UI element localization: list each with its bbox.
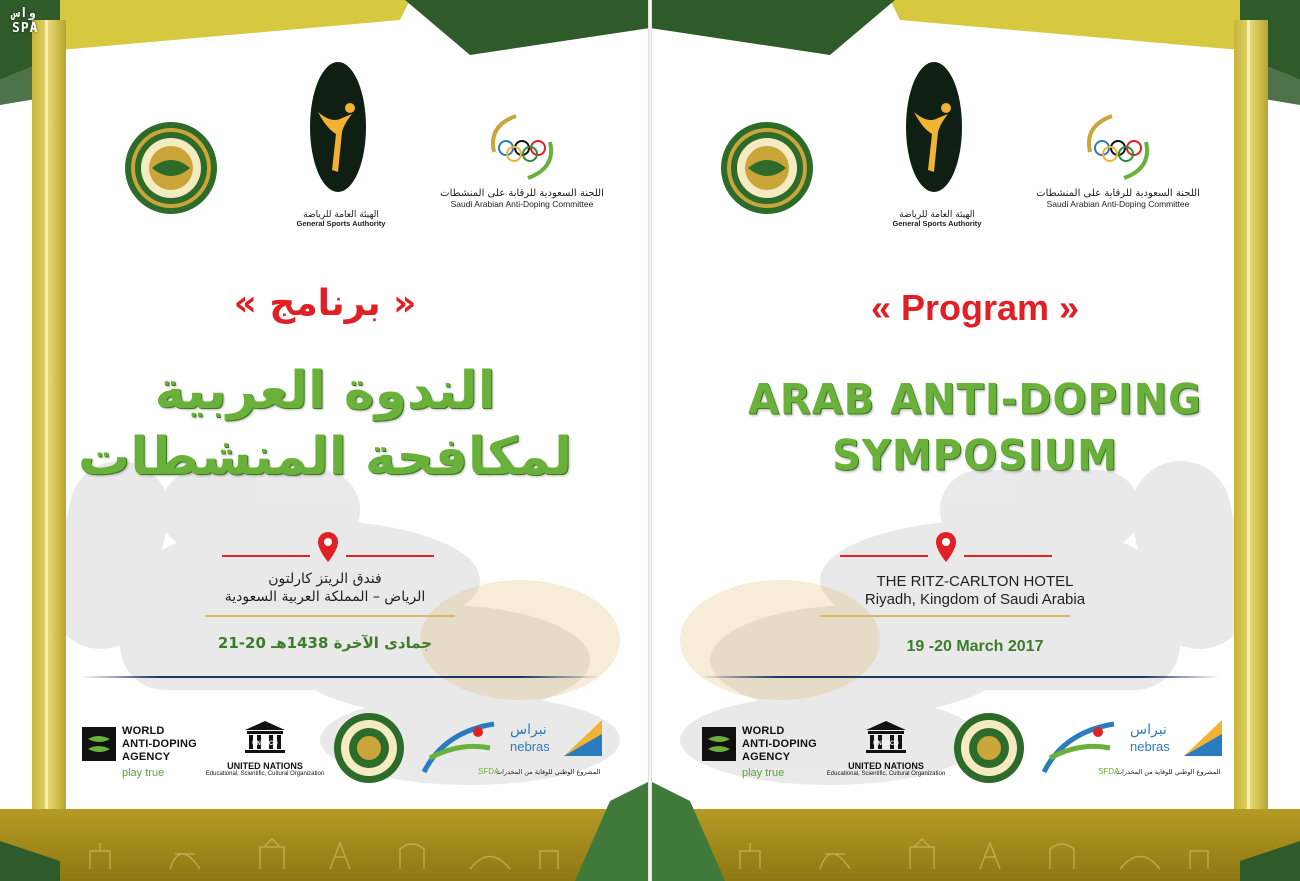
bottom-corner-decor	[0, 781, 650, 881]
nebras-logo	[1116, 722, 1250, 782]
nebras-english: nebras	[1130, 739, 1170, 754]
event-date: 19 -20 March 2017	[906, 638, 1044, 655]
arab-league-emblem	[122, 118, 220, 218]
svg-text:UNESCO: UNESCO	[252, 741, 278, 747]
top-decor	[650, 0, 1300, 110]
gold-divider	[205, 615, 455, 617]
nebras-english: nebras	[510, 739, 550, 754]
red-divider-left	[840, 555, 928, 557]
english-panel	[650, 0, 1300, 881]
sadc-logo	[484, 112, 560, 182]
wada-tagline: play true	[742, 767, 785, 779]
nebras-mark	[1180, 716, 1226, 760]
nebras-arabic: نبراس	[510, 722, 547, 738]
general-sports-authority-logo	[310, 62, 366, 192]
unesco-logo	[826, 720, 946, 777]
gold-divider	[820, 615, 1070, 617]
location-pin-icon	[317, 532, 339, 562]
svg-text:UNESCO: UNESCO	[873, 741, 899, 747]
ministry-emblem	[953, 712, 1025, 784]
title-line-1: ARAB ANTI-DOPING	[747, 375, 1203, 425]
wada-text: WORLD ANTI-DOPING AGENCY	[122, 725, 197, 763]
temple-icon	[243, 720, 287, 754]
wada-tagline: play true	[122, 767, 165, 779]
title-line-2: SYMPOSIUM	[832, 431, 1118, 481]
red-divider-right	[346, 555, 434, 557]
sadc-label: اللجنة السعودية للرقابة على المنشطات Saudi Arabian Anti-Doping Committee	[440, 188, 604, 209]
sadc-label: اللجنة السعودية للرقابة على المنشطات Saudi Arabian Anti-Doping Committee	[1036, 188, 1200, 209]
venue-text: فندق الريتز كارلتون الرياض – المملكة العربية السعودية	[224, 571, 426, 605]
spa-watermark: واس SPA	[12, 6, 39, 36]
program-heading: « برنامج »	[233, 283, 417, 324]
sfda-logo	[420, 718, 500, 778]
bottom-corner-decor	[650, 781, 1300, 881]
program-heading: « Program »	[870, 287, 1080, 328]
sfda-logo	[1040, 718, 1120, 778]
red-divider-right	[964, 555, 1052, 557]
nebras-mark	[560, 716, 606, 760]
title-line-2: لمكافحة المنشطات	[77, 427, 573, 487]
venue-text: THE RITZ-CARLTON HOTEL Riyadh, Kingdom of Saudi Arabia	[864, 573, 1086, 608]
gsa-label: الهيئة العامة للرياضة General Sports Authority	[892, 210, 982, 229]
arab-league-emblem	[718, 118, 816, 218]
wada-mark	[82, 727, 116, 761]
ministry-emblem	[333, 712, 405, 784]
wada-mark	[702, 727, 736, 761]
title-line-1: الندوة العربية	[154, 361, 496, 421]
unesco-subtitle: Educational, Scientific, Cultural Organization	[205, 771, 325, 777]
general-sports-authority-logo	[906, 62, 962, 192]
center-fold	[648, 0, 652, 881]
event-date: 21-20 جمادى الآخرة 1438هـ	[217, 634, 433, 652]
unesco-name: UNITED NATIONS	[848, 761, 924, 771]
nebras-subtitle: المشروع الوطني للوقاية من المخدرات	[1116, 768, 1221, 776]
navy-divider	[700, 676, 1220, 678]
nebras-subtitle: المشروع الوطني للوقاية من المخدرات	[496, 768, 601, 776]
wada-logo	[82, 727, 212, 783]
svg-text:SFDA: SFDA	[478, 767, 500, 776]
wada-text: WORLD ANTI-DOPING AGENCY	[742, 725, 817, 763]
nebras-logo	[496, 722, 630, 782]
unesco-logo	[205, 720, 325, 777]
location-pin-icon	[935, 532, 957, 562]
red-divider-left	[222, 555, 310, 557]
wada-logo	[702, 727, 832, 783]
unesco-subtitle: Educational, Scientific, Cultural Organization	[826, 771, 946, 777]
gsa-label: الهيئة العامة للرياضة General Sports Authority	[296, 210, 386, 229]
svg-text:SFDA: SFDA	[1098, 767, 1120, 776]
temple-icon	[864, 720, 908, 754]
unesco-name: UNITED NATIONS	[227, 761, 303, 771]
sadc-logo	[1080, 112, 1156, 182]
nebras-arabic: نبراس	[1130, 722, 1167, 738]
navy-divider	[80, 676, 600, 678]
